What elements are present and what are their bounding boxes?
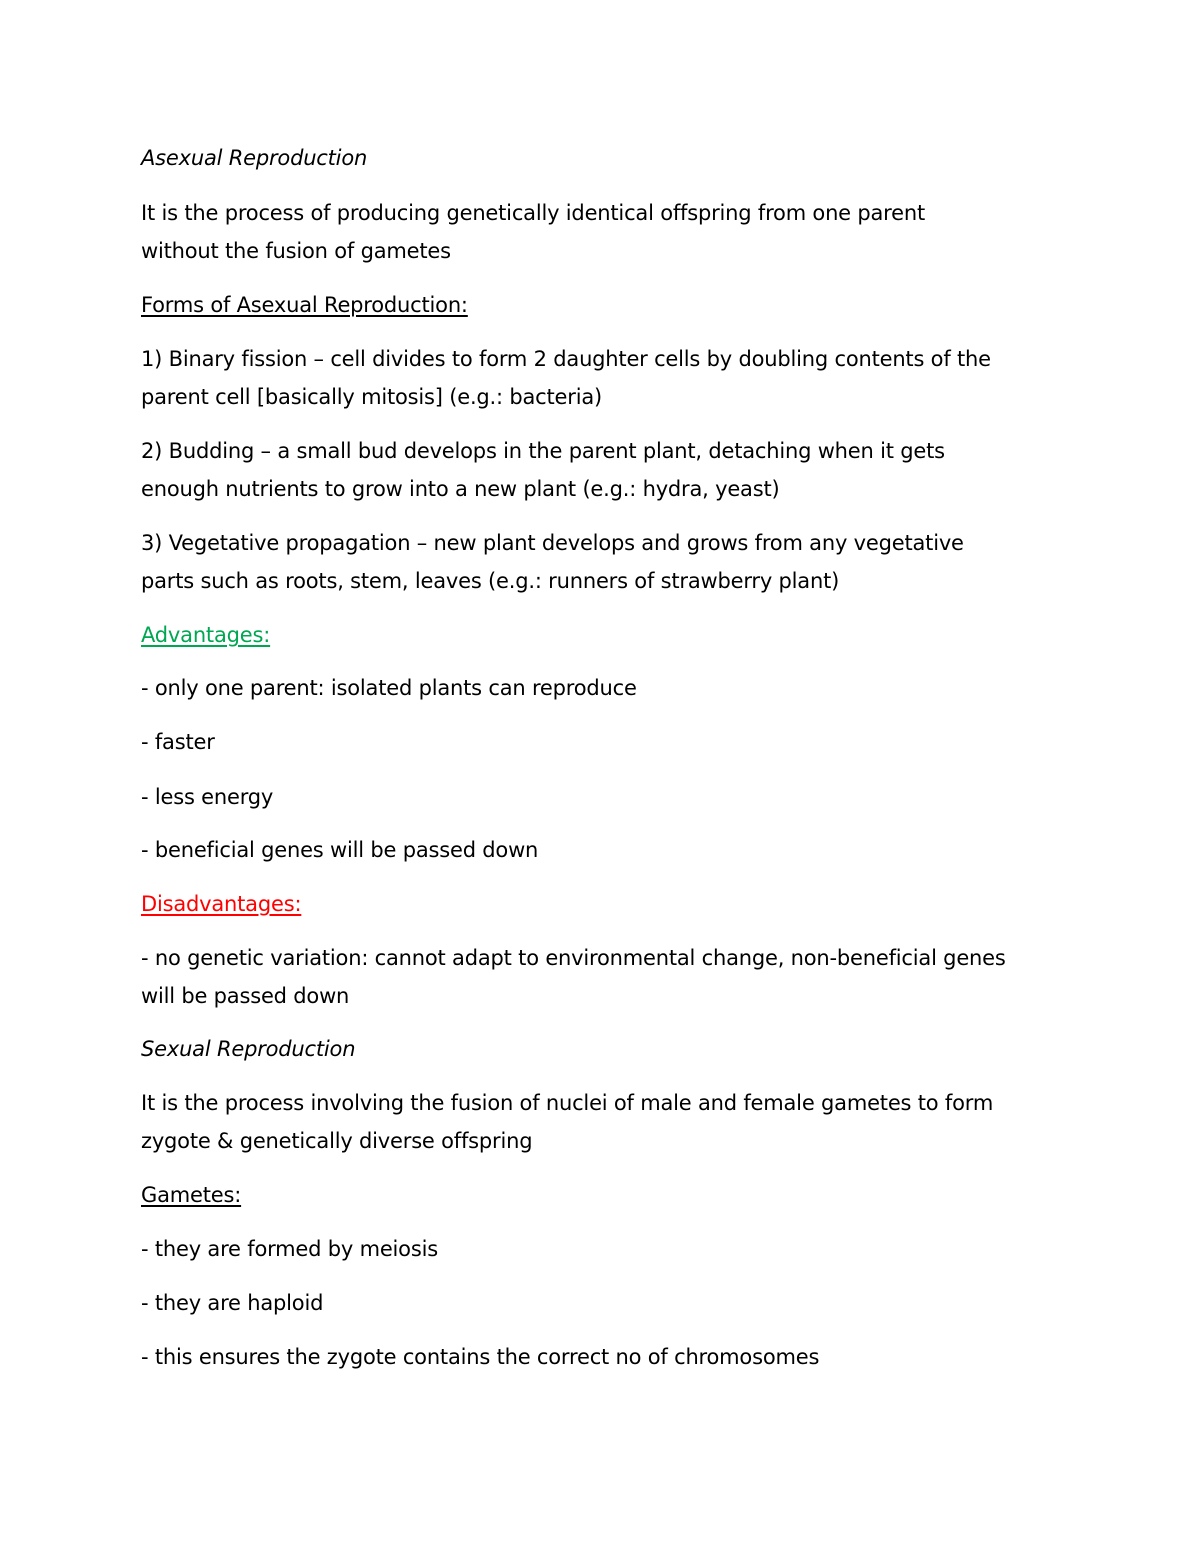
form-1-line-1: 1) Binary fission – cell divides to form 2 daughter cells by doubling contents of the [141, 347, 991, 371]
advantage-item-4: - beneficial genes will be passed down [141, 838, 539, 862]
gamete-item-3: - this ensures the zygote contains the correct no of chromosomes [141, 1345, 820, 1369]
disadvantage-line-1: - no genetic variation: cannot adapt to environmental change, non-beneficial genes [141, 946, 1006, 970]
sexual-title: Sexual Reproduction [141, 1037, 356, 1061]
form-3-line-1: 3) Vegetative propagation – new plant develops and grows from any vegetative [141, 531, 964, 555]
form-3-line-2: parts such as roots, stem, leaves (e.g.: runners of strawberry plant) [141, 569, 840, 593]
form-2-line-2: enough nutrients to grow into a new plant (e.g.: hydra, yeast) [141, 477, 780, 501]
sexual-definition-line-1: It is the process involving the fusion of nuclei of male and female gametes to form [141, 1091, 994, 1115]
gamete-item-1: - they are formed by meiosis [141, 1237, 438, 1261]
advantage-item-3: - less energy [141, 785, 274, 809]
form-2-line-1: 2) Budding – a small bud develops in the parent plant, detaching when it gets [141, 439, 945, 463]
form-1-line-2: parent cell [basically mitosis] (e.g.: bacteria) [141, 385, 603, 409]
advantage-item-2: - faster [141, 730, 215, 754]
forms-heading: Forms of Asexual Reproduction: [141, 293, 468, 317]
asexual-definition-line-2: without the fusion of gametes [141, 239, 451, 263]
asexual-title: Asexual Reproduction [141, 146, 368, 170]
gametes-heading: Gametes: [141, 1183, 242, 1207]
advantage-item-1: - only one parent: isolated plants can reproduce [141, 676, 637, 700]
disadvantage-line-2: will be passed down [141, 984, 350, 1008]
advantages-heading: Advantages: [141, 623, 271, 647]
asexual-definition-line-1: It is the process of producing genetically identical offspring from one parent [141, 201, 926, 225]
sexual-definition-line-2: zygote & genetically diverse offspring [141, 1129, 533, 1153]
gamete-item-2: - they are haploid [141, 1291, 324, 1315]
disadvantages-heading: Disadvantages: [141, 892, 302, 916]
